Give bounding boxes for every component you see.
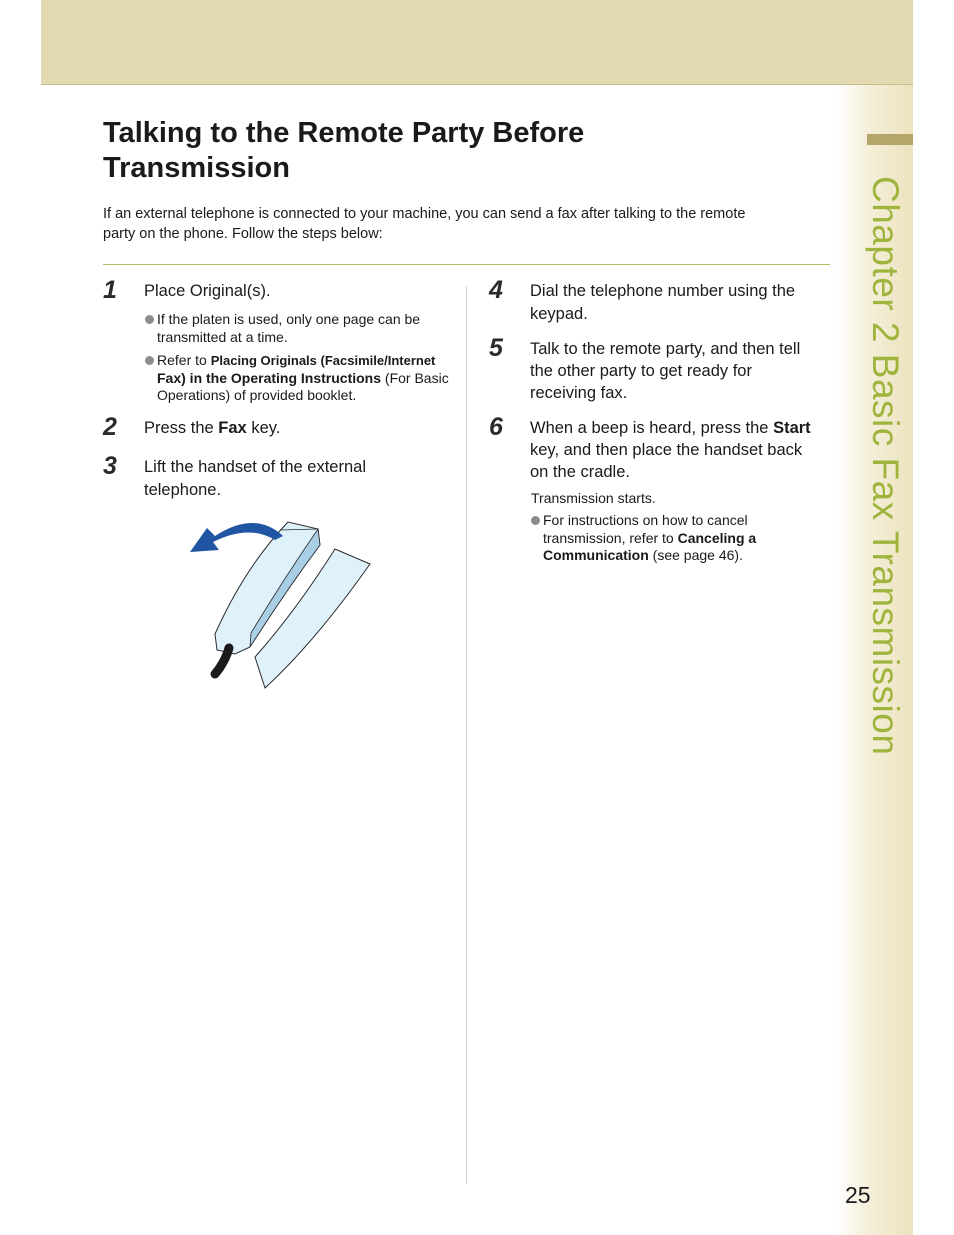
intro-line1: If an external telephone is connected to your machine, you can send a fax after talking to the remote bbox=[103, 206, 746, 222]
bullet-icon bbox=[145, 356, 154, 365]
fax-key-label: Fax bbox=[218, 419, 247, 437]
step-line: keypad. bbox=[530, 305, 588, 323]
step-line: Dial the telephone number using the bbox=[530, 282, 796, 300]
page-title-line2: Transmission bbox=[103, 152, 290, 184]
intro-paragraph bbox=[103, 205, 823, 244]
step-6-note bbox=[531, 512, 826, 565]
phone-cord bbox=[215, 648, 229, 674]
bullet-icon bbox=[531, 516, 540, 525]
note-line: transmitted at a time. bbox=[157, 328, 288, 345]
note-line: For instructions on how to cancel bbox=[543, 512, 748, 528]
page-title bbox=[103, 116, 823, 186]
cancel-reference: Communication bbox=[543, 547, 649, 563]
intro-line2: party on the phone. Follow the steps below: bbox=[103, 225, 383, 242]
step-text bbox=[530, 280, 795, 326]
step-line: When a beep is heard, press the bbox=[530, 419, 774, 437]
step-text: Place Original(s). bbox=[144, 282, 271, 300]
step-1-note-2 bbox=[145, 352, 455, 405]
step-line: Talk to the remote party, and then tell bbox=[530, 340, 801, 358]
column-divider bbox=[466, 286, 467, 1184]
step-line: receiving fax. bbox=[530, 384, 628, 402]
step-number: 6 bbox=[489, 413, 503, 441]
step-line: telephone. bbox=[144, 481, 222, 499]
manual-reference: Fax) in the Operating Instructions bbox=[157, 369, 382, 386]
step-text bbox=[530, 417, 811, 483]
section-divider bbox=[103, 264, 830, 265]
manual-reference: Placing Originals (Facsimile/Internet bbox=[210, 353, 436, 368]
page-title-line1: Talking to the Remote Party Before bbox=[103, 117, 585, 149]
telephone-handset-lift-icon bbox=[185, 512, 375, 692]
step-number: 1 bbox=[103, 276, 117, 304]
chapter-marker bbox=[867, 134, 913, 145]
note-text: Refer to bbox=[157, 352, 211, 368]
step-line: on the cradle. bbox=[530, 463, 630, 481]
note-text: Operations) of provided booklet. bbox=[157, 387, 357, 403]
page-number: 25 bbox=[845, 1182, 871, 1208]
header-band bbox=[41, 0, 913, 85]
step-text bbox=[144, 417, 280, 440]
bullet-icon bbox=[145, 315, 154, 324]
step-6-result: Transmission starts. bbox=[531, 490, 656, 506]
step-line: key, and then place the handset back bbox=[530, 441, 803, 459]
step-line: the other party to get ready for bbox=[530, 362, 752, 380]
step-number: 3 bbox=[103, 452, 117, 480]
step-text-pre: Press the bbox=[144, 419, 219, 437]
cancel-reference: Canceling a bbox=[677, 529, 757, 546]
note-line: If the platen is used, only one page can be bbox=[157, 311, 421, 327]
step-1-note-1 bbox=[145, 311, 450, 346]
step-line: Lift the handset of the external bbox=[144, 458, 366, 476]
chapter-title: Chapter 2 Basic Fax Transmission bbox=[865, 176, 906, 756]
note-text: (For Basic bbox=[381, 369, 449, 386]
step-text bbox=[144, 456, 366, 502]
step-number: 4 bbox=[489, 276, 503, 304]
note-line: transmission, refer to bbox=[543, 529, 678, 546]
step-text bbox=[530, 338, 800, 404]
step-text-post: key. bbox=[246, 419, 281, 437]
note-line: (see page 46). bbox=[648, 547, 743, 563]
step-number: 5 bbox=[489, 334, 503, 362]
start-key-label: Start bbox=[773, 419, 811, 437]
step-number: 2 bbox=[103, 413, 117, 441]
